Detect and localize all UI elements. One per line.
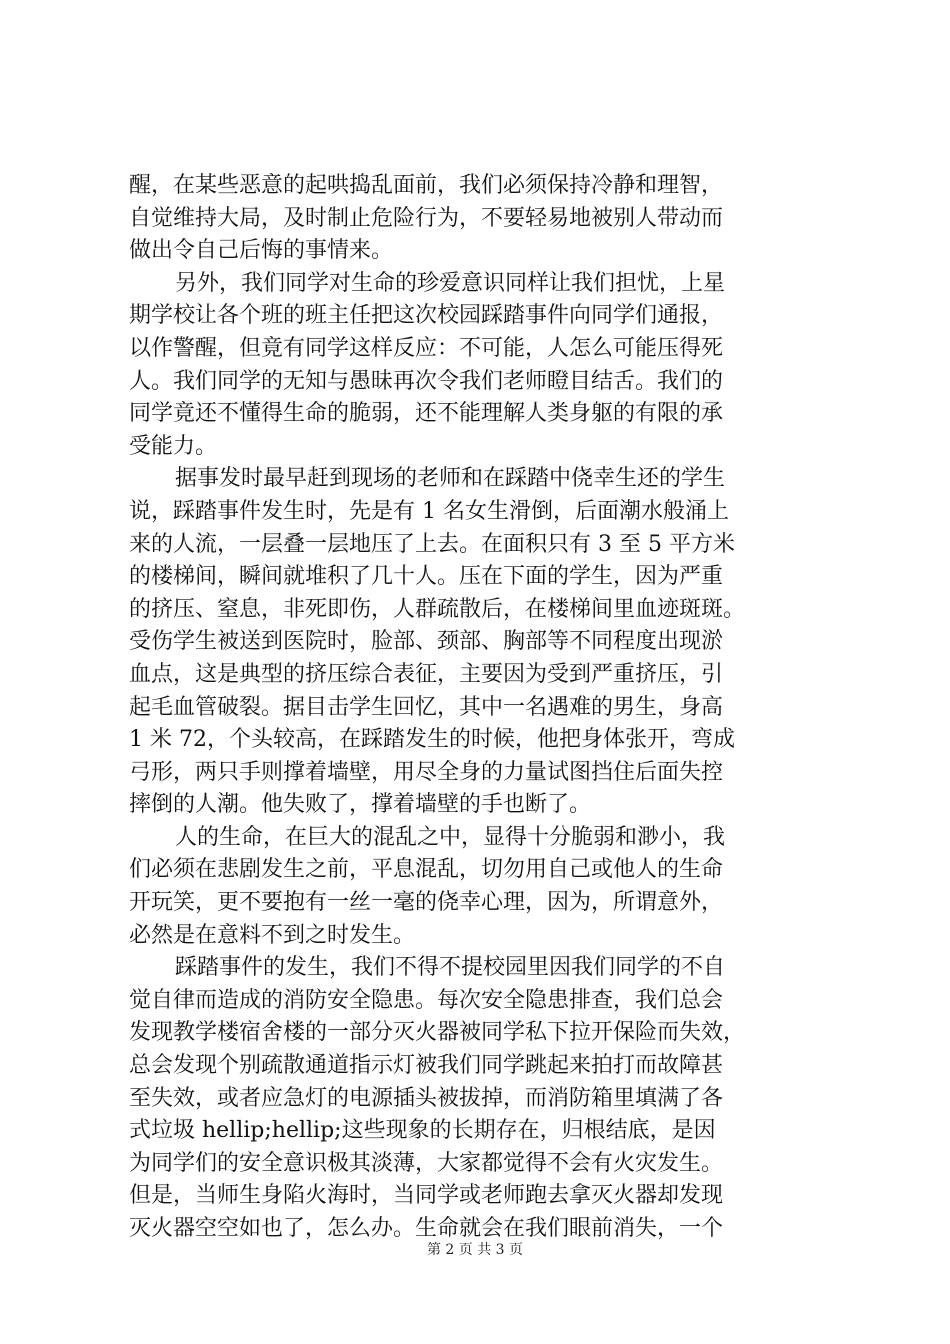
text-line: 们必须在悲剧发生之前，平息混乱，切勿用自己或他人的生命 <box>129 857 724 883</box>
text-line: 醒，在某些恶意的起哄捣乱面前，我们必须保持冷静和理智， <box>129 173 724 198</box>
text-line: 式垃圾 hellip;hellip;这些现象的长期存在，归根结底，是因 <box>129 1118 716 1144</box>
text-line: 做出令自己后悔的事情来。 <box>129 238 394 264</box>
text-line: 同学竟还不懂得生命的脆弱，还不能理解人类身躯的有限的承 <box>129 401 724 427</box>
text-line: 受能力。 <box>129 433 218 459</box>
text-line: 觉自律而造成的消防安全隐患。每次安全隐患排查，我们总会 <box>129 987 724 1013</box>
text-line: 说，踩踏事件发生时，先是有 1 名女生滑倒，后面潮水般涌上 <box>129 498 729 524</box>
text-line: 至失效，或者应急灯的电源插头被拔掉，而消防箱里填满了各 <box>129 1085 724 1111</box>
text-line: 但是，当师生身陷火海时，当同学或老师跑去拿灭火器却发现 <box>129 1183 724 1209</box>
text-line: 摔倒的人潮。他失败了，撑着墙壁的手也断了。 <box>129 792 592 818</box>
text-line: 来的人流，一层叠一层地压了上去。在面积只有 3 至 5 平方米 <box>129 531 735 557</box>
text-line: 总会发现个别疏散通道指示灯被我们同学跳起来拍打而故障甚 <box>129 1053 724 1079</box>
text-line: 必然是在意料不到之时发生。 <box>129 922 416 948</box>
text-line: 开玩笑，更不要抱有一丝一毫的侥幸心理，因为，所谓意外， <box>129 890 724 916</box>
paragraph-first-line: 另外，我们同学对生命的珍爱意识同样让我们担忧，上星 <box>175 270 726 296</box>
text-line: 血点，这是典型的挤压综合表征，主要因为受到严重挤压，引 <box>129 661 724 687</box>
text-line: 1 米 72，个头较高，在踩踏发生的时候，他把身体张开，弯成 <box>129 727 735 753</box>
text-line: 发现教学楼宿舍楼的一部分灭火器被同学私下拉开保险而失效， <box>129 1020 746 1046</box>
text-line: 以作警醒，但竟有同学这样反应：不可能，人怎么可能压得死 <box>129 335 724 361</box>
text-line: 弓形，两只手则撑着墙壁，用尽全身的力量试图挡住后面失控 <box>129 759 724 785</box>
text-line: 的楼梯间，瞬间就堆积了几十人。压在下面的学生，因为严重 <box>129 564 724 590</box>
text-line: 受伤学生被送到医院时，脸部、颈部、胸部等不同程度出现淤 <box>129 629 724 655</box>
text-line: 自觉维持大局，及时制止危险行为，不要轻易地被别人带动而 <box>129 205 724 231</box>
text-line: 灭火器空空如也了，怎么办。生命就会在我们眼前消失，一个 <box>129 1216 724 1241</box>
text-line: 的挤压、窒息，非死即伤，人群疏散后，在楼梯间里血迹斑斑。 <box>129 596 746 622</box>
paragraph-first-line: 人的生命，在巨大的混乱之中，显得十分脆弱和渺小，我 <box>175 824 726 850</box>
text-line: 起毛血管破裂。据目击学生回忆，其中一名遇难的男生，身高 <box>129 694 724 720</box>
text-line: 人。我们同学的无知与愚昧再次令我们老师瞪目结舌。我们的 <box>129 368 724 394</box>
body-text <box>129 170 845 1246</box>
paragraph-first-line: 踩踏事件的发生，我们不得不提校园里因我们同学的不自 <box>175 955 726 981</box>
text-line: 为同学们的安全意识极其淡薄，大家都觉得不会有火灾发生。 <box>129 1150 724 1176</box>
text-line: 期学校让各个班的班主任把这次校园踩踏事件向同学们通报， <box>129 303 724 329</box>
paragraph-first-line: 据事发时最早赶到现场的老师和在踩踏中侥幸生还的学生 <box>175 466 726 492</box>
page-footer: 第 2 页 共 3 页 <box>426 1242 524 1258</box>
